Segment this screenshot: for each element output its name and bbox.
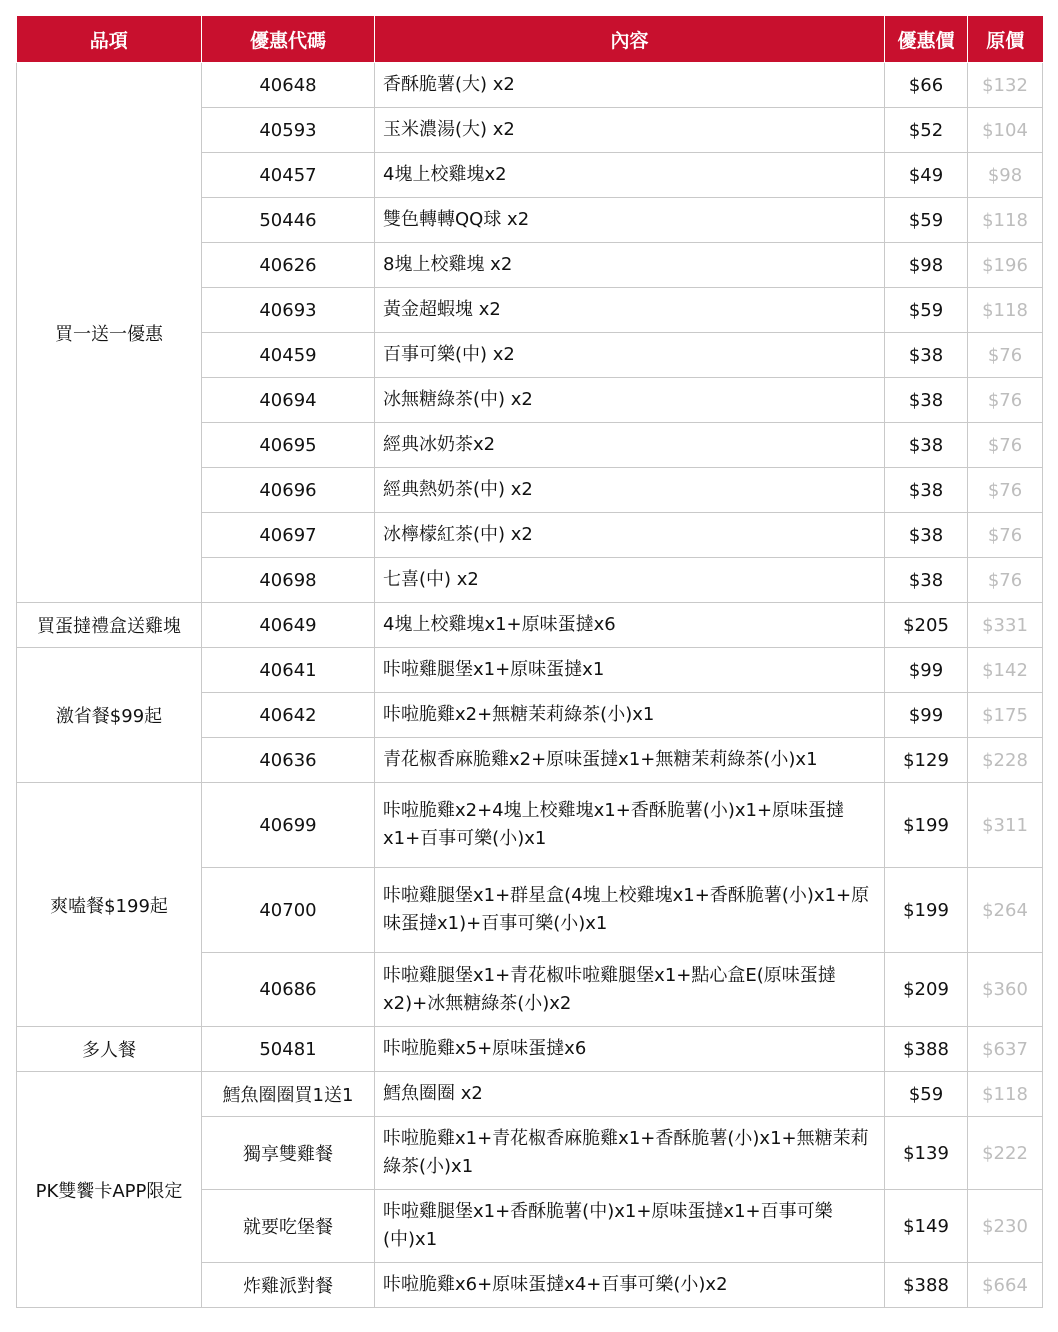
deals-table-wrapper <box>16 16 1042 1308</box>
code-cell: 獨享雙雞餐 <box>202 1117 375 1190</box>
category-cell: 多人餐 <box>17 1027 202 1072</box>
price-cell: $38 <box>885 558 968 603</box>
price-cell: $38 <box>885 513 968 558</box>
price-cell: $199 <box>885 783 968 868</box>
table-row <box>17 1072 1043 1117</box>
price-cell: $59 <box>885 1072 968 1117</box>
header-code: 優惠代碼 <box>202 16 375 63</box>
content-cell: 七喜(中) x2 <box>375 558 885 603</box>
price-cell: $59 <box>885 288 968 333</box>
category-cell: 爽嗑餐$199起 <box>17 783 202 1027</box>
code-cell: 40648 <box>202 63 375 108</box>
content-cell: 4塊上校雞塊x1+原味蛋撻x6 <box>375 603 885 648</box>
original-price-cell: $264 <box>968 868 1043 953</box>
table-row <box>17 783 1043 868</box>
header-original: 原價 <box>968 16 1043 63</box>
price-cell: $52 <box>885 108 968 153</box>
table-row <box>17 63 1043 108</box>
code-cell: 40686 <box>202 953 375 1027</box>
price-cell: $59 <box>885 198 968 243</box>
code-cell: 50446 <box>202 198 375 243</box>
code-cell: 鱈魚圈圈買1送1 <box>202 1072 375 1117</box>
price-cell: $209 <box>885 953 968 1027</box>
original-price-cell: $76 <box>968 513 1043 558</box>
price-cell: $129 <box>885 738 968 783</box>
original-price-cell: $118 <box>968 288 1043 333</box>
original-price-cell: $311 <box>968 783 1043 868</box>
price-cell: $38 <box>885 378 968 423</box>
content-cell: 咔啦脆雞x2+4塊上校雞塊x1+香酥脆薯(小)x1+原味蛋撻x1+百事可樂(小)x1 <box>375 783 885 868</box>
price-cell: $139 <box>885 1117 968 1190</box>
content-cell: 咔啦脆雞x5+原味蛋撻x6 <box>375 1027 885 1072</box>
price-cell: $199 <box>885 868 968 953</box>
content-cell: 經典熱奶茶(中) x2 <box>375 468 885 513</box>
content-cell: 咔啦脆雞x6+原味蛋撻x4+百事可樂(小)x2 <box>375 1263 885 1308</box>
content-cell: 咔啦脆雞x1+青花椒香麻脆雞x1+香酥脆薯(小)x1+無糖茉莉綠茶(小)x1 <box>375 1117 885 1190</box>
content-cell: 鱈魚圈圈 x2 <box>375 1072 885 1117</box>
original-price-cell: $76 <box>968 378 1043 423</box>
content-cell: 咔啦脆雞x2+無糖茉莉綠茶(小)x1 <box>375 693 885 738</box>
price-cell: $38 <box>885 333 968 378</box>
code-cell: 50481 <box>202 1027 375 1072</box>
price-cell: $38 <box>885 468 968 513</box>
header-content: 內容 <box>375 16 885 63</box>
table-row <box>17 1027 1043 1072</box>
code-cell: 炸雞派對餐 <box>202 1263 375 1308</box>
code-cell: 40700 <box>202 868 375 953</box>
content-cell: 咔啦雞腿堡x1+青花椒咔啦雞腿堡x1+點心盒E(原味蛋撻x2)+冰無糖綠茶(小)x2 <box>375 953 885 1027</box>
price-cell: $98 <box>885 243 968 288</box>
code-cell: 40593 <box>202 108 375 153</box>
original-price-cell: $118 <box>968 1072 1043 1117</box>
code-cell: 40626 <box>202 243 375 288</box>
table-row <box>17 603 1043 648</box>
content-cell: 冰檸檬紅茶(中) x2 <box>375 513 885 558</box>
original-price-cell: $228 <box>968 738 1043 783</box>
original-price-cell: $76 <box>968 468 1043 513</box>
content-cell: 百事可樂(中) x2 <box>375 333 885 378</box>
code-cell: 40698 <box>202 558 375 603</box>
price-cell: $99 <box>885 648 968 693</box>
category-cell: 買一送一優惠 <box>17 63 202 603</box>
category-cell: 激省餐$99起 <box>17 648 202 783</box>
price-cell: $388 <box>885 1027 968 1072</box>
header-category: 品項 <box>17 16 202 63</box>
content-cell: 黃金超蝦塊 x2 <box>375 288 885 333</box>
category-cell: 買蛋撻禮盒送雞塊 <box>17 603 202 648</box>
original-price-cell: $360 <box>968 953 1043 1027</box>
original-price-cell: $175 <box>968 693 1043 738</box>
original-price-cell: $76 <box>968 558 1043 603</box>
category-cell: PK雙饗卡APP限定 <box>17 1072 202 1308</box>
code-cell: 40649 <box>202 603 375 648</box>
original-price-cell: $76 <box>968 423 1043 468</box>
price-cell: $38 <box>885 423 968 468</box>
content-cell: 青花椒香麻脆雞x2+原味蛋撻x1+無糖茉莉綠茶(小)x1 <box>375 738 885 783</box>
price-cell: $205 <box>885 603 968 648</box>
content-cell: 咔啦雞腿堡x1+原味蛋撻x1 <box>375 648 885 693</box>
original-price-cell: $76 <box>968 333 1043 378</box>
price-cell: $388 <box>885 1263 968 1308</box>
original-price-cell: $331 <box>968 603 1043 648</box>
content-cell: 雙色轉轉QQ球 x2 <box>375 198 885 243</box>
deals-table <box>16 16 1043 1308</box>
original-price-cell: $664 <box>968 1263 1043 1308</box>
code-cell: 40699 <box>202 783 375 868</box>
content-cell: 咔啦雞腿堡x1+群星盒(4塊上校雞塊x1+香酥脆薯(小)x1+原味蛋撻x1)+百事可樂(小)x1 <box>375 868 885 953</box>
code-cell: 40459 <box>202 333 375 378</box>
header-row <box>17 16 1043 63</box>
code-cell: 40694 <box>202 378 375 423</box>
price-cell: $99 <box>885 693 968 738</box>
code-cell: 40457 <box>202 153 375 198</box>
price-cell: $66 <box>885 63 968 108</box>
content-cell: 經典冰奶茶x2 <box>375 423 885 468</box>
code-cell: 40695 <box>202 423 375 468</box>
price-cell: $49 <box>885 153 968 198</box>
content-cell: 咔啦雞腿堡x1+香酥脆薯(中)x1+原味蛋撻x1+百事可樂(中)x1 <box>375 1190 885 1263</box>
original-price-cell: $104 <box>968 108 1043 153</box>
content-cell: 8塊上校雞塊 x2 <box>375 243 885 288</box>
content-cell: 4塊上校雞塊x2 <box>375 153 885 198</box>
code-cell: 40697 <box>202 513 375 558</box>
code-cell: 40636 <box>202 738 375 783</box>
code-cell: 40642 <box>202 693 375 738</box>
original-price-cell: $637 <box>968 1027 1043 1072</box>
header-price: 優惠價 <box>885 16 968 63</box>
content-cell: 香酥脆薯(大) x2 <box>375 63 885 108</box>
code-cell: 就要吃堡餐 <box>202 1190 375 1263</box>
original-price-cell: $142 <box>968 648 1043 693</box>
original-price-cell: $196 <box>968 243 1043 288</box>
code-cell: 40696 <box>202 468 375 513</box>
original-price-cell: $98 <box>968 153 1043 198</box>
content-cell: 玉米濃湯(大) x2 <box>375 108 885 153</box>
original-price-cell: $118 <box>968 198 1043 243</box>
original-price-cell: $132 <box>968 63 1043 108</box>
original-price-cell: $230 <box>968 1190 1043 1263</box>
original-price-cell: $222 <box>968 1117 1043 1190</box>
table-row <box>17 648 1043 693</box>
content-cell: 冰無糖綠茶(中) x2 <box>375 378 885 423</box>
price-cell: $149 <box>885 1190 968 1263</box>
code-cell: 40693 <box>202 288 375 333</box>
code-cell: 40641 <box>202 648 375 693</box>
